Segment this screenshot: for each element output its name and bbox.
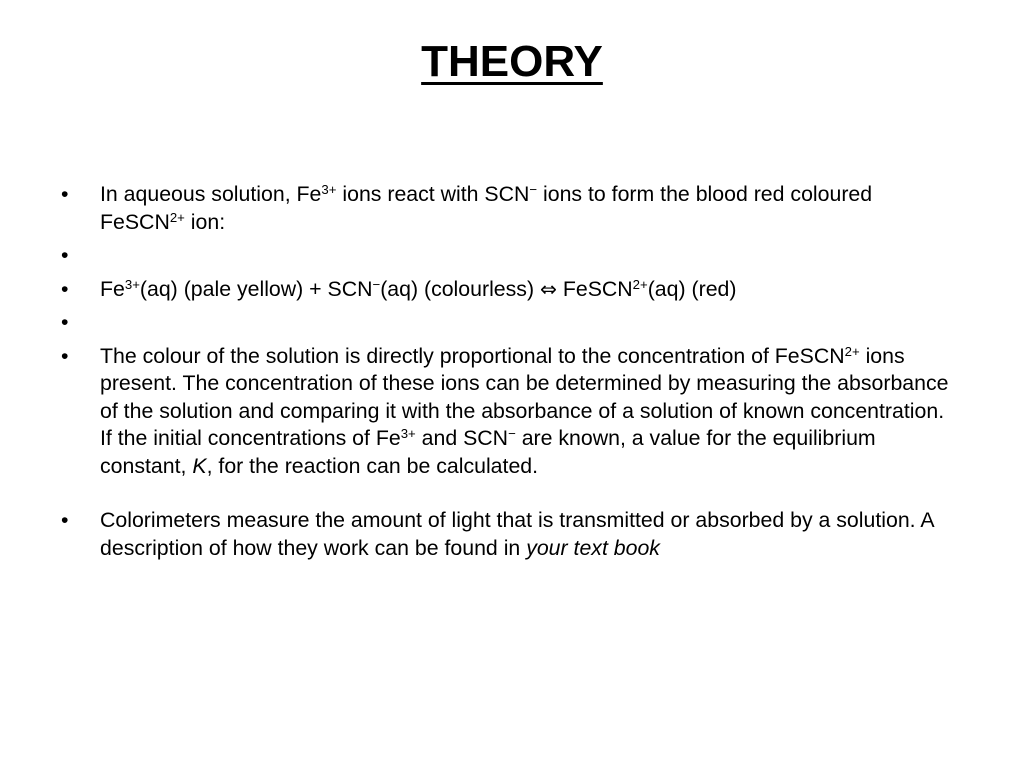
bullet-item-empty <box>60 242 960 270</box>
superscript: 2+ <box>632 276 648 292</box>
italic-text: your text book <box>526 535 660 560</box>
bullet-item-empty <box>60 309 960 337</box>
superscript: − <box>372 276 381 292</box>
bullet-text: The colour of the solution is directly proportional to the concentration of FeSCN <box>100 343 845 368</box>
bullet-marker: • <box>61 243 69 267</box>
bullet-text: ion: <box>184 209 226 234</box>
bullet-text: ions present. The concentration of these ions can be determined by measuring the absorbance of the solution and comparing it with the absorbance of a solution of known concentration. If the initial concentrations of Fe <box>100 343 949 450</box>
italic-symbol-k: K <box>192 453 207 478</box>
equation-text: (aq) (red) <box>647 276 737 301</box>
bullet-item-equation <box>60 276 960 304</box>
superscript: − <box>529 181 538 197</box>
bullet-marker: • <box>61 508 69 532</box>
bullet-marker: • <box>61 182 69 206</box>
slide-title <box>0 32 1024 92</box>
bullet-text: Colorimeters measure the amount of light that is transmitted or absorbed by a solution. A description of how they work can be found in <box>100 508 934 560</box>
bullet-item-colorimeters <box>60 507 960 562</box>
bullet-list <box>60 181 960 568</box>
equation-text: FeSCN <box>556 276 633 301</box>
bullet-marker: • <box>61 310 69 334</box>
bullet-text: ions react with SCN <box>336 182 530 206</box>
bullet-item-colour-concentration <box>60 343 960 481</box>
bullet-text: are known, a value for the equilibrium constant, <box>100 426 876 478</box>
equation-text: (aq) (colourless) <box>380 276 540 301</box>
bullet-text: In aqueous solution, Fe <box>100 182 322 206</box>
bullet-text: and SCN <box>415 426 509 450</box>
superscript: 3+ <box>321 181 337 197</box>
bullet-item-reaction-description <box>60 181 960 236</box>
equation-text: (aq) (pale yellow) + SCN <box>139 276 373 301</box>
superscript: 2+ <box>169 209 185 225</box>
superscript: 3+ <box>124 276 140 292</box>
superscript: 2+ <box>844 343 860 359</box>
equation-text: Fe <box>100 276 125 301</box>
superscript: 3+ <box>400 425 416 441</box>
bullet-marker: • <box>61 276 69 301</box>
bullet-text: , for the reaction can be calculated. <box>206 453 539 478</box>
slide-title-text: THEORY <box>421 37 603 86</box>
equilibrium-arrow-icon: ⇔ <box>539 276 557 301</box>
bullet-text: ions to form the blood red coloured FeSCN <box>100 182 873 234</box>
superscript: − <box>508 425 516 441</box>
bullet-marker: • <box>61 343 69 368</box>
